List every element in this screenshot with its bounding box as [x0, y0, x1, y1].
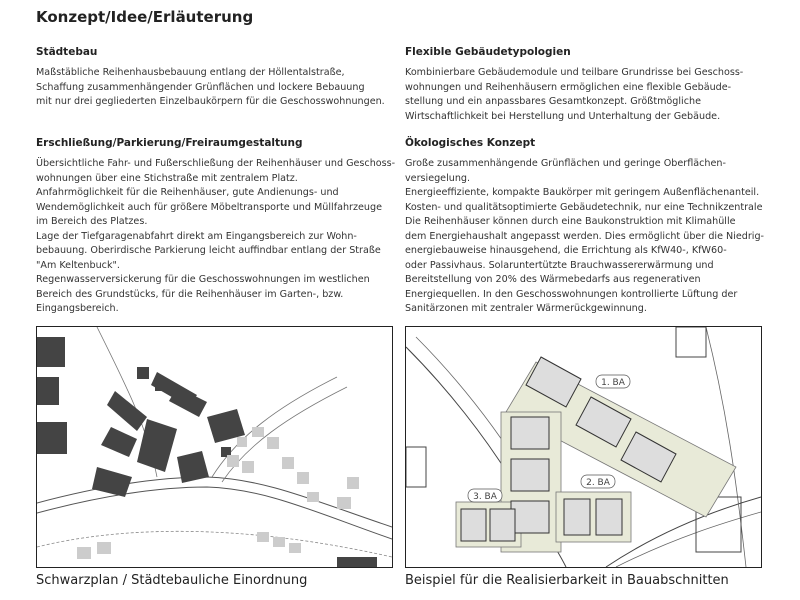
- phase-label-1: [596, 375, 630, 388]
- right-plan-caption: Beispiel für die Realisierbarkeit in Bauabschnitten: [405, 573, 729, 588]
- bauabschnitte-figure: [405, 326, 762, 568]
- schwarzplan-figure: [36, 326, 393, 568]
- schwarzplan-drawing: [37, 327, 392, 567]
- phase-label-3: [468, 489, 502, 502]
- section-heading: Erschließung/Parkierung/Freiraumgestaltung: [36, 137, 303, 149]
- section-erschliessung: [36, 137, 396, 317]
- svg-text:1. BA: 1. BA: [601, 378, 625, 388]
- section-text: Übersichtliche Fahr- und Fußerschließung der Reihenhäuser und Geschoss- wohnungen über eine Stichstraße mit zentralem Platz. Anfahrmöglichkeit für die Reihenhäuser, gute Andienungs- und Wendemöglichkeit auch für größere Möbeltransporte und Müllfahrzeuge im Bereich des Platzes. Lage der Tiefgaragenabfahrt direkt am Eingangsbereich zur Wohn- bebauung. Oberirdische Parkierung leicht auffindbar entlang der Straße "Am Keltenbuck". Regenwasserversickerung für die Geschosswohnungen im westlichen Bereich des Grundstücks, für die Reihenhäuser im Garten-, bzw. Eingangsbereich.: [36, 158, 396, 314]
- svg-text:3. BA: 3. BA: [473, 492, 497, 502]
- section-text: Kombinierbare Gebäudemodule und teilbare Grundrisse bei Geschoss- wohnungen und Reihenhäusern ermöglichen eine flexible Gebäude- stellung und ein anpassbares Gesamtkonzept. Größtmögliche Wirtschaftlichkeit bei Herstellung und Unterhaltung der Gebäude.: [405, 67, 744, 122]
- section-text: Maßstäbliche Reihenhausbebauung entlang der Höllentalstraße, Schaffung zusammenhängender Grünflächen und lockere Bebauung mit nur drei gegliederten Einzelbaukörpern für die Geschosswohnungen.: [36, 67, 385, 107]
- page-title: Konzept/Idee/Erläuterung: [36, 8, 254, 26]
- section-heading: Ökologisches Konzept: [405, 137, 536, 149]
- bauabschnitte-drawing: [406, 327, 761, 567]
- section-text: Große zusammenhängende Grünflächen und geringe Oberflächen- versiegelung. Energieeffiziente, kompakte Baukörper mit geringem Außenflächenanteil. Kosten- und qualitätsoptimierte Gebäudetechnik, nur eine Technikzentrale Die Reihenhäuser können durch eine Baukonstruktion mit Klimahülle dem Energiehaushalt angepasst werden. Dies ermöglicht über die Niedrig- energiebauweise hinausgehend, die Errichtung als KfW40-, KfW60- oder Passivhaus. Solaruntertützte Brauchwassererwärmung und Bereitstellung von 20% des Wärmebedarfs aus regenerativen Energiequellen. In den Geschosswohnungen kontrollierte Lüftung der Sanitärzonen mit zentraler Wärmerückgewinnung.: [405, 158, 765, 314]
- left-plan-caption: Schwarzplan / Städtebauliche Einordnung: [36, 573, 308, 588]
- section-staedtebau: [36, 46, 396, 110]
- section-flexibel: [405, 46, 765, 124]
- section-heading: Flexible Gebäudetypologien: [405, 46, 571, 58]
- section-heading: Städtebau: [36, 46, 98, 58]
- section-oekologisch: [405, 137, 765, 317]
- svg-text:2. BA: 2. BA: [586, 478, 610, 488]
- phase-label-2: [581, 475, 615, 488]
